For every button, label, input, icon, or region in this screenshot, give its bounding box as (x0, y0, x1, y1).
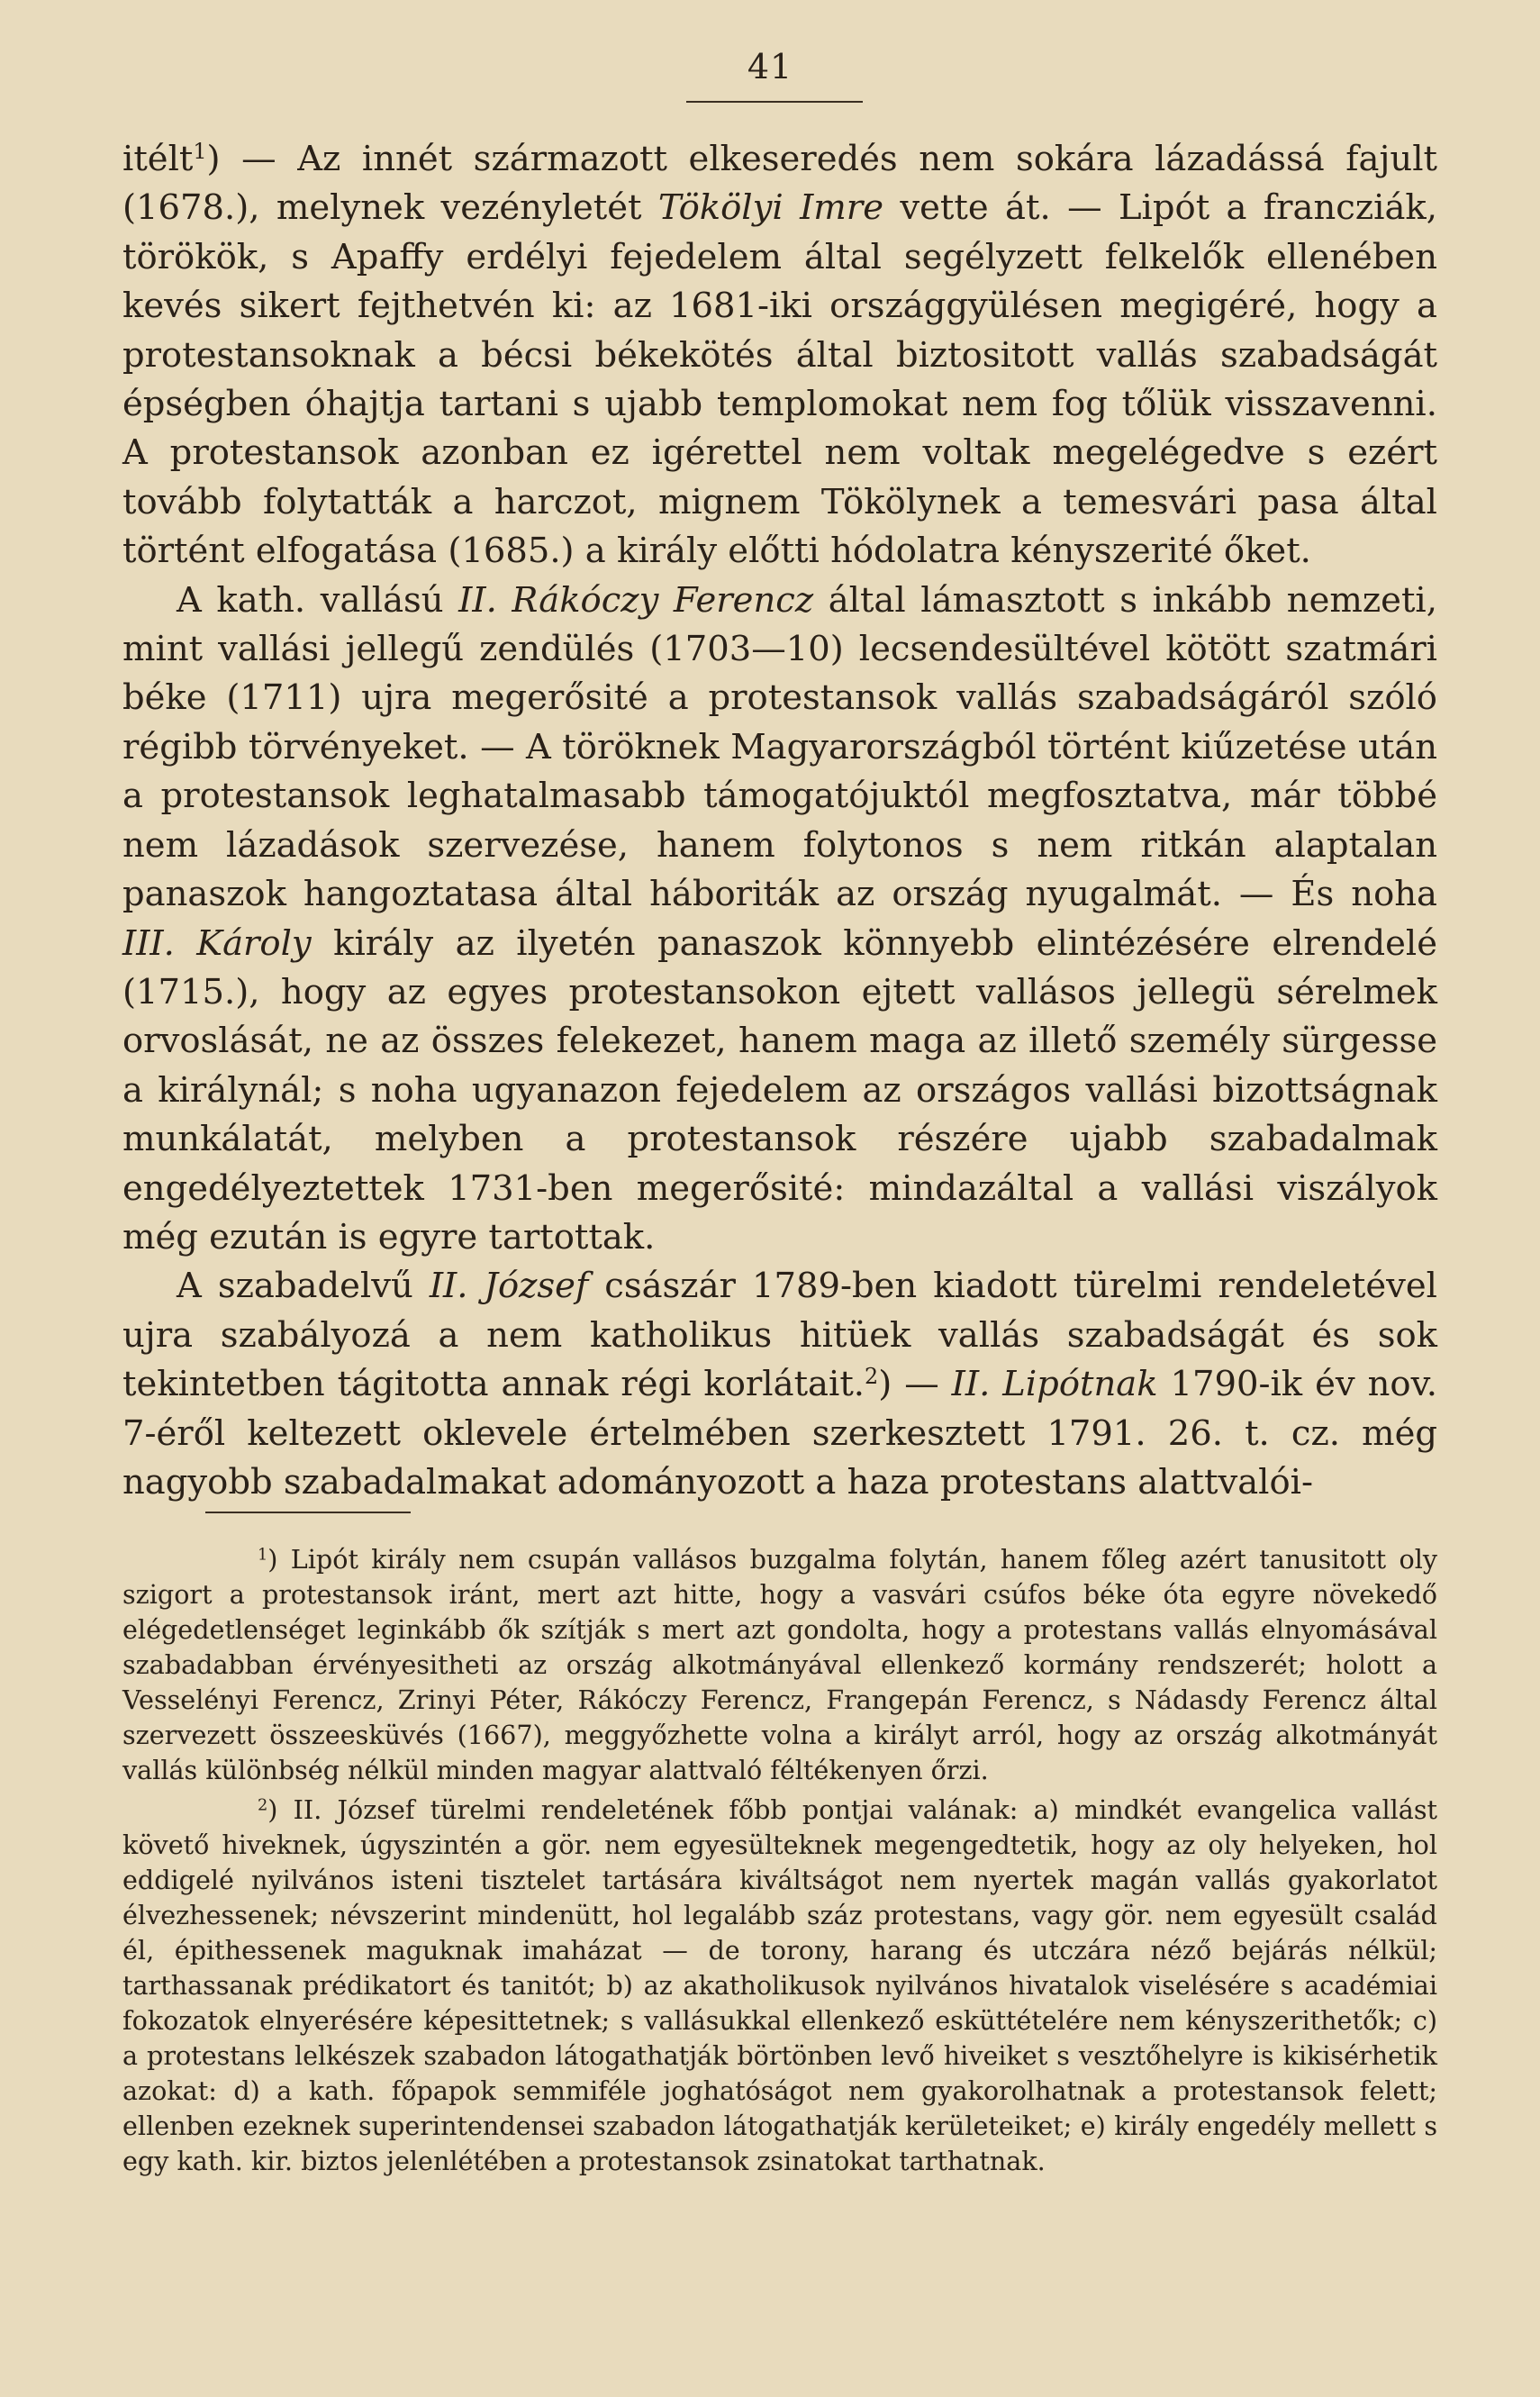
italic-name: Tökölyi Imre (657, 187, 883, 229)
footnote-2 (122, 1793, 1437, 2179)
text-run: itélt (122, 139, 194, 179)
paragraph-1 (122, 135, 1437, 577)
text-run: ) — (878, 1364, 952, 1405)
footnote-1 (122, 1542, 1437, 1788)
italic-name: III. Károly (122, 922, 312, 964)
text-run: A kath. vallású (177, 579, 459, 621)
footnotes (122, 1542, 1437, 2184)
text-run: ) II. József türelmi rendeletének főbb pontjai valának: a) mindkét evangelica vallást követő hiveknek, úgyszintén a gör. nem egyesülteknek megengedtetik, hogy az oly helyeken, hol eddigelé nyilvános isteni tisztelet tartására kiváltságot nem nyertek magán vallás gyakorlatot élvezhessenek; névszerint mindenütt, hol legalább száz protestans, vagy gör. nem egyesült család él, épithessenek maguknak imaházat — de torony, harang és utczára néző bejárás nélkül; tarthassanak prédikatort és tanitót; b) az akatholikusok nyilvános hivatalok viselésére s académiai fokozatok elnyerésére képesittetnek; s vallásukkal ellenkező esküttételére nem kényszerithetők; c) a protestans lelkészek szabadon látogathatják börtönben levő hiveiket s vesztőhelyre is kikisérhetik azokat: d) a kath. főpapok semmiféle joghatóságot nem gyakorolhatnak a protestansok felett; ellenben ezeknek superintendensei szabadon látogathatják kerületeiket; e) király engedély mellett s egy kath. kir. biztos jelenlétében a protestansok zsinatokat tarthatnak. (122, 1794, 1437, 2176)
text-run: A szabadelvű (177, 1266, 430, 1307)
text-run: 1790-ik év nov. 7-éről keltezett oklevele értelmében szerkesztett 1791. 26. t. cz. még nagyobb szabadalmakat adományozott a haza protestans alattvalói- (122, 1364, 1437, 1503)
text-run: ) — Az innét származott elkeseredés nem sokára lázadássá fajult (1678.), melynek vezényletét (122, 139, 1437, 229)
main-text (122, 135, 1437, 1507)
text-run: császár 1789-ben kiadott türelmi rendeletével ujra szabályozá a nem katholikus hitüek vallás szabadságát és sok tekintetben tágitotta annak régi korlátait. (122, 1266, 1437, 1405)
text-run: ) Lipót király nem csupán vallásos buzgalma folytán, hanem főleg azért tanusitott oly szigort a protestansok iránt, mert azt hitte, hogy a vasvári csúfos béke óta egyre növekedő elégedetlenséget leginkább ők szítják s mert azt gondolta, hogy a protestans vallás elnyomásával szabadabban érvényesitheti az ország alkotmányával ellenkező kormány rendszerét; holott a Vesselényi Ferencz, Zrinyi Péter, Rákóczy Ferencz, Frangepán Ferencz, s Nádasdy Ferencz által szervezett összeesküvés (1667), meggyőzhette volna a királyt arról, hogy az ország alkotmányát vallás különbség nélkül minden magyar alattvaló féltékenyen őrzi. (122, 1544, 1437, 1785)
footnote-ref: 2 (258, 1796, 268, 1815)
paragraph-3 (122, 1262, 1437, 1507)
footnote-ref: 1 (193, 138, 207, 164)
paragraph-2 (122, 577, 1437, 1263)
footnote-ref: 1 (258, 1546, 268, 1565)
italic-name: II. Lipótnak (951, 1364, 1158, 1405)
text-run: király az ilyetén panaszok könnyebb elintézésére elrendelé (1715.), hogy az egyes protestansokon ejtett vallásos jellegü sérelmek orvoslását, ne az összes felekezet, hanem maga az illető személy sürgesse a királynál; s noha ugyanazon fejedelem az országos vallási bizottságnak munkálatát, melyben a protestansok részére ujabb szabadalmak engedélyeztettek 1731-ben megerősité: mindazáltal a vallási viszályok még ezután is egyre tartottak. (122, 922, 1437, 1258)
header-rule (686, 101, 863, 103)
page-number: 41 (747, 47, 793, 86)
italic-name: II. József (429, 1266, 589, 1307)
italic-name: II. Rákóczy Ferencz (458, 579, 814, 621)
footnote-rule (205, 1512, 411, 1513)
text-run: által lámasztott s inkább nemzeti, mint vallási jellegű zendülés (1703—10) lecsendesültével kötött szatmári béke (1711) ujra megerősité a protestansok vallás szabadságáról szóló régibb törvényeket. — A töröknek Magyarországból történt kiűzetése után a protestansok leghatalmasabb támogatójuktól megfosztatva, már többé nem lázadások szervezése, hanem folytonos s nem ritkán alaptalan panaszok hangoztatasa által háboriták az ország nyugalmát. — És noha (122, 579, 1437, 915)
text-run: vette át. — Lipót a francziák, törökök, s Apaffy erdélyi fejedelem által segélyzett felkelők ellenében kevés sikert fejthetvén ki: az 1681-iki országgyülésen megigéré, hogy a protestansoknak a bécsi békekötés által biztositott vallás szabadságát épségben óhajtja tartani s ujabb templomokat nem fog tőlük visszavenni. A protestansok azonban ez igérettel nem voltak megelégedve s ezért tovább folytatták a harczot, mignem Tökölynek a temesvári pasa által történt elfogatása (1685.) a király előtti hódolatra kényszerité őket. (122, 187, 1437, 572)
footnote-ref: 2 (865, 1364, 879, 1390)
